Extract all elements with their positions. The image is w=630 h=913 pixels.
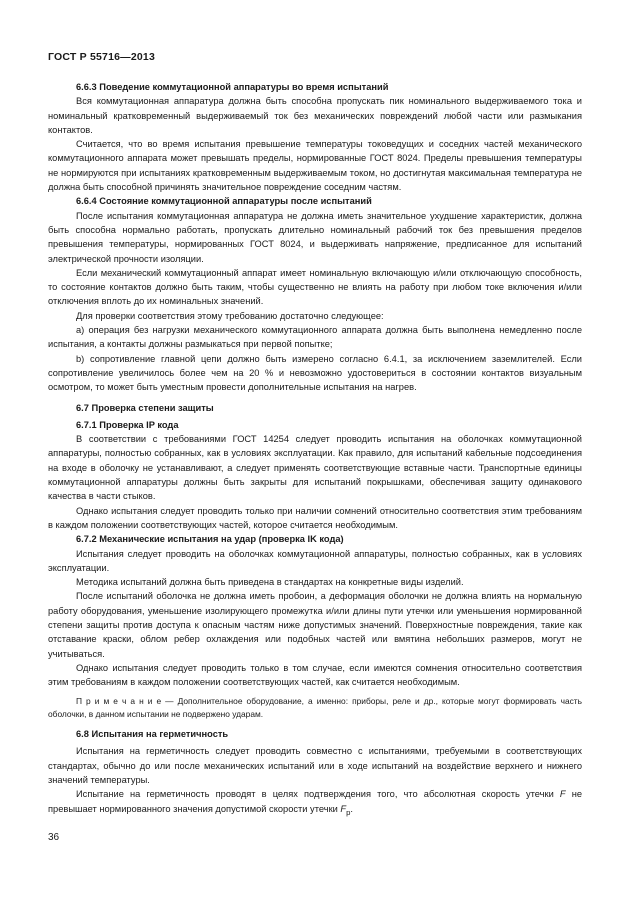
page-number: 36: [48, 832, 60, 843]
paragraph: После испытания коммутационная аппаратура не должна иметь значительное ухудшение характеристик, должна быть способна нормально работать, пропускать длительно номинальный рабочий ток без превышения пределов превышения температуры, нормированных ГОСТ 8024, и выдерживать напряжение, предписанное для испытаний электрической прочности изоляции.: [48, 210, 582, 264]
paragraph: В соответствии с требованиями ГОСТ 14254 следует проводить испытания на оболочках коммутационной аппаратуры, полностью собранных, как в условиях эксплуатации. Как правило, для испытаний кабельные подсоединения на входе в оболочку не устанавливают, а следует применять соответствующие вставные части. Транспортные единицы коммутационной аппаратуры должны быть закрыты для испытаний покрышками, обеспечивая защиту одинакового качества в части стыков.: [48, 434, 582, 502]
heading-6-6-4: 6.6.4 Состояние коммутационной аппаратуры после испытаний: [76, 196, 372, 207]
paragraph: Для проверки соответствия этому требованию достаточно следующее:: [76, 310, 384, 321]
paragraph: Методика испытаний должна быть приведена в стандартах на конкретные виды изделий.: [76, 577, 464, 588]
list-item-b: b) сопротивление главной цепи должно быть измерено согласно 6.4.1, за исключением заземлителей. Если сопротивление увеличилось более чем на 20 % и невозможно удостовериться в состоянии контактов визуальным осмотром, то может быть уместным провести дополнительные испытания на нагрев.: [48, 353, 582, 393]
heading-6-8: 6.8 Испытания на герметичность: [76, 729, 229, 740]
note-label: П р и м е ч а н и е: [76, 696, 162, 707]
page-content: [48, 80, 582, 820]
paragraph: Считается, что во время испытания превышение температуры токоведущих и соседних частей механического коммутационного аппарата может превышать пределы, нормированные ГОСТ 8024. Пределы превышения температуры не нормируются при испытаниях кратковременным выдерживаемым током, но достигнутая максимальная температура не должна быть способной причинять значительное повреждение соседним частям.: [48, 139, 582, 193]
paragraph: Испытание на герметичность проводят в целях подтверждения того, что абсолютная скорость утечки F не превышает нормированного значения допустимой скорости утечки $F_p$.: [48, 789, 582, 817]
note: [48, 695, 582, 721]
subscript-p: p: [346, 807, 351, 817]
paragraph: Вся коммутационная аппаратура должна быть способна пропускать пик номинального выдерживаемого тока и номинальный кратковременный выдерживаемый ток без механических повреждений любой части или размыкания контактов.: [48, 96, 582, 135]
paragraph: Если механический коммутационный аппарат имеет номинальную включающую и/или отключающую способность, то состояние контактов должно быть таким, чтобы существенно не влиять на работу при любом токе включения и/или отключения вплоть до их номинальных значений.: [48, 267, 582, 307]
paragraph: После испытаний оболочка не должна иметь пробоин, а деформация оболочки не должна влиять на нормальную работу оборудования, уменьшение изолирующего промежутка и/или длины пути утечки или уменьшения нормированной степени защиты против доступа к опасным частям ниже допустимых значений. Поверхностные повреждения, такие как отставание краски, облом ребер охлаждения или подобных частей или вмятина небольших размеров, могут не учитываться.: [48, 591, 582, 659]
paragraph: Однако испытания следует проводить только при наличии сомнений относительно соответствия этим требованиям в каждом положении соответствующих частей, которое считается необходимым.: [48, 505, 582, 530]
variable-fp: F: [340, 803, 347, 814]
paragraph: Однако испытания следует проводить только в том случае, если имеются сомнения относительно соответствия этим требованиям в каждом положении соответствующих частей, как считается необходимым.: [48, 662, 582, 688]
note-text: — Дополнительное оборудование, а именно: приборы, реле и др., которые могут формировать часть оболочки, в данном испытании не подвержено ударам.: [48, 696, 582, 720]
heading-6-6-3: 6.6.3 Поведение коммутационной аппаратуры во время испытаний: [76, 82, 389, 92]
paragraph: Испытания следует проводить на оболочках коммутационной аппаратуры, полностью собранных, как в условиях эксплуатации.: [48, 548, 582, 573]
heading-6-7-1: 6.7.1 Проверка IP кода: [76, 419, 179, 430]
standard-header: ГОСТ Р 55716—2013: [48, 51, 156, 63]
heading-6-7-2: 6.7.2 Механические испытания на удар (проверка IK кода): [76, 534, 344, 545]
variable-f: F: [559, 789, 566, 800]
paragraph: Испытания на герметичность следует проводить совместно с испытаниями, требуемыми в соответствующих стандартах, обычно до или после механических испытаний или в ходе испытаний на воздействие верхнего и нижнего значений температуры.: [48, 746, 582, 785]
heading-6-7: 6.7 Проверка степени защиты: [76, 402, 214, 413]
list-item-a: a) операция без нагрузки механического коммутационного аппарата должна быть выполнена немедленно после испытания, а контакты должны размыкаться при первой попытке;: [48, 325, 582, 350]
